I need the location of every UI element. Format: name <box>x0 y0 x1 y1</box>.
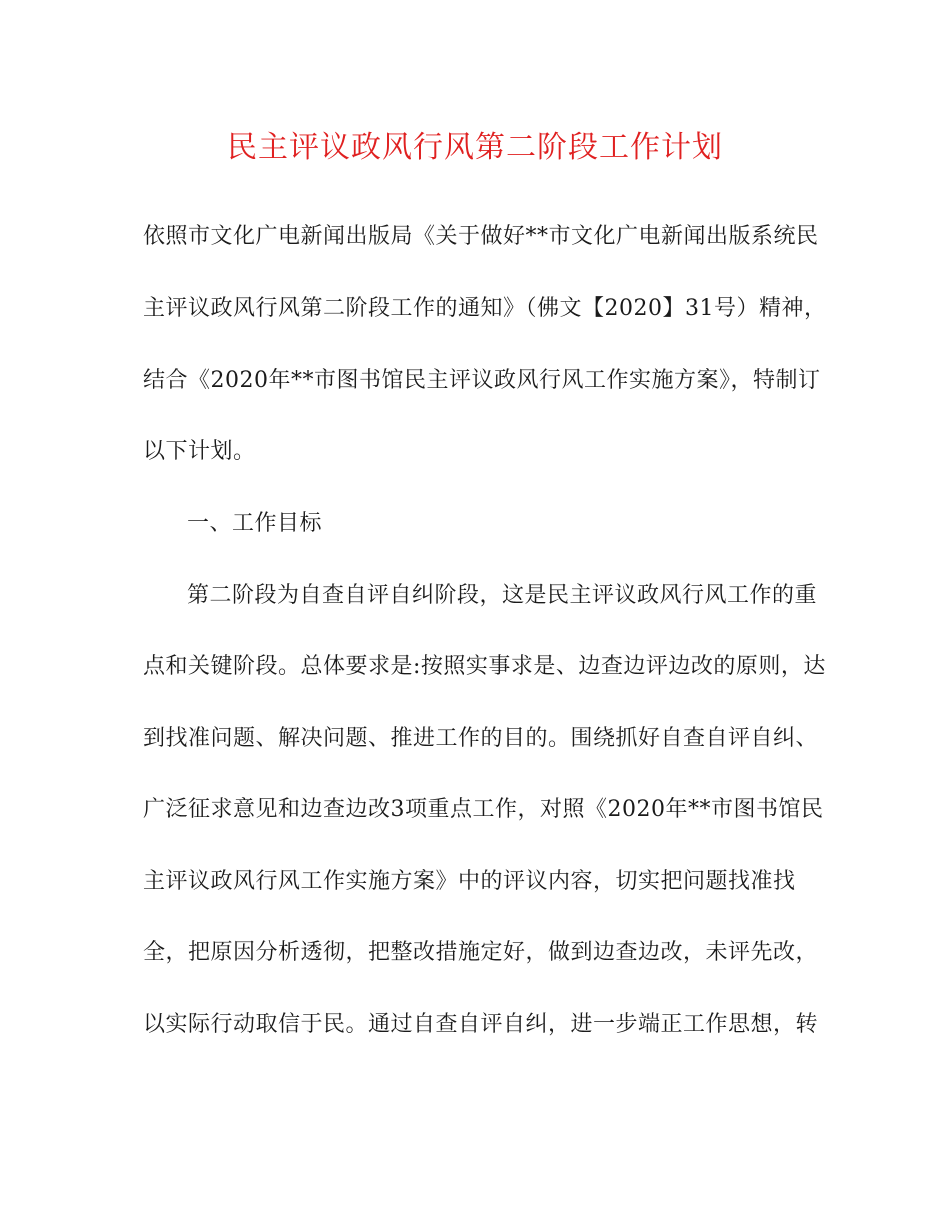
paragraph-line: 依照市文化广电新闻出版局《关于做好**市文化广电新闻出版系统民 <box>143 224 819 249</box>
paragraph-line: 广泛征求意见和边查边改3项重点工作，对照《2020年**市图书馆民 <box>143 797 824 822</box>
paragraph-line: 主评议政风行风第二阶段工作的通知》（佛文【2020】31号）精神， <box>143 296 827 321</box>
paragraph-line: 点和关键阶段。总体要求是:按照实事求是、边查边评边改的原则，达 <box>143 654 826 679</box>
paragraph-line: 第二阶段为自查自评自纠阶段，这是民主评议政风行风工作的重 <box>187 583 818 608</box>
paragraph-line: 以下计划。 <box>143 439 256 464</box>
document-title: 民主评议政风行风第二阶段工作计划 <box>227 130 723 165</box>
paragraph-line: 以实际行动取信于民。通过自查自评自纠，进一步端正工作思想，转 <box>143 1012 819 1037</box>
paragraph-line: 主评议政风行风工作实施方案》中的评议内容，切实把问题找准找 <box>143 869 796 894</box>
paragraph-line: 结合《2020年**市图书馆民主评议政风行风工作实施方案》，特制订 <box>143 368 821 393</box>
paragraph-line: 全，把原因分析透彻，把整改措施定好，做到边查边改，未评先改， <box>143 940 819 965</box>
section-heading: 一、工作目标 <box>187 511 323 536</box>
paragraph-line: 到找准问题、解决问题、推进工作的目的。围绕抓好自查自评自纠、 <box>143 726 819 751</box>
